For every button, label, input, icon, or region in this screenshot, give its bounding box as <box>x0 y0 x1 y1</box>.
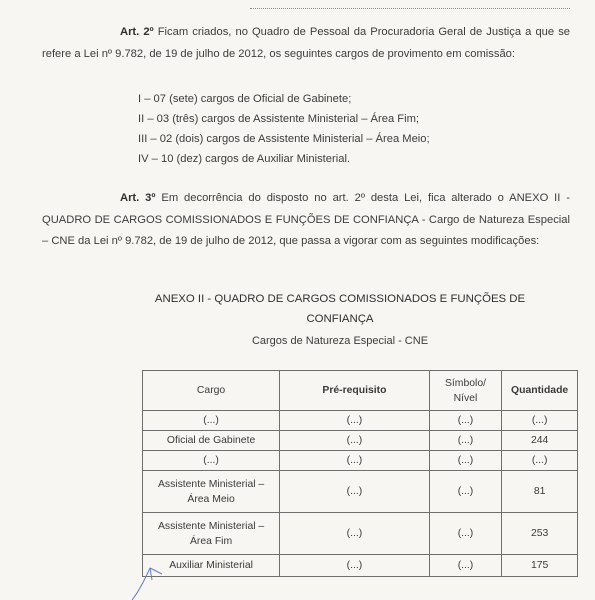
cell-prerequisito: (...) <box>280 513 430 555</box>
cell-cargo: (...) <box>143 451 280 471</box>
header-quantidade: Quantidade <box>502 371 578 411</box>
table-row <box>143 555 578 577</box>
top-dotted-line <box>250 0 570 9</box>
cell-cargo-line-2: Área Fim <box>189 535 233 547</box>
cell-cargo: Oficial de Gabinete <box>143 431 280 451</box>
header-simbolo-line-1: Símbolo/ <box>444 377 486 389</box>
article-3-label: Art. 3º <box>120 192 156 204</box>
article-2-text: Ficam criados, no Quadro de Pessoal da Procuradoria Geral de Justiça a que se refere a Lei nº 9.782, de 19 de julho de 2012, os seguintes cargos de provimento em comissão: <box>42 26 571 60</box>
cell-cargo-line-1: Assistente Ministerial – <box>157 478 265 490</box>
cell-prerequisito: (...) <box>280 411 430 431</box>
annex-title-line-2: CONFIANÇA <box>306 313 374 325</box>
table-header-row <box>143 371 578 411</box>
article-2-label: Art. 2º <box>120 26 154 38</box>
cell-simbolo: (...) <box>429 431 502 451</box>
cell-simbolo: (...) <box>429 411 502 431</box>
annex-title-line-1: ANEXO II - QUADRO DE CARGOS COMISSIONADOS E FUNÇÕES DE <box>154 293 526 305</box>
cell-cargo <box>143 471 280 513</box>
header-prerequisito: Pré-requisito <box>280 371 430 411</box>
cell-quantidade: 244 <box>502 431 578 451</box>
cell-quantidade: 175 <box>502 555 578 577</box>
cargos-table <box>142 370 578 577</box>
cell-quantidade: (...) <box>502 451 578 471</box>
cell-cargo-line-1: Assistente Ministerial – <box>157 520 265 532</box>
cell-quantidade: 253 <box>502 513 578 555</box>
header-cargo: Cargo <box>143 371 280 411</box>
header-simbolo-line-2: Nível <box>453 392 478 404</box>
item-2: II – 03 (três) cargos de Assistente Ministerial – Área Fim; <box>138 113 420 125</box>
cell-cargo-line-2: Área Meio <box>187 493 235 505</box>
table-row <box>143 451 578 471</box>
cell-simbolo: (...) <box>429 471 502 513</box>
cell-simbolo: (...) <box>429 513 502 555</box>
table-row <box>143 431 578 451</box>
cell-simbolo: (...) <box>429 555 502 577</box>
article-3-paragraph <box>42 188 570 253</box>
annex-subtitle: Cargos de Natureza Especial - CNE <box>251 335 429 347</box>
cell-cargo <box>143 513 280 555</box>
cell-quantidade: 81 <box>502 471 578 513</box>
article-2-paragraph <box>42 22 570 65</box>
item-1: I – 07 (sete) cargos de Oficial de Gabinete; <box>138 93 352 105</box>
table-row <box>143 411 578 431</box>
cell-prerequisito: (...) <box>280 471 430 513</box>
table-row <box>143 471 578 513</box>
cell-simbolo: (...) <box>429 451 502 471</box>
cell-quantidade: (...) <box>502 411 578 431</box>
header-simbolo <box>429 371 502 411</box>
article-3-text: Em decorrência do disposto no art. 2º desta Lei, fica alterado o ANEXO II - QUADRO DE CARGOS COMISSIONADOS E FUNÇÕES DE CONFIANÇA - Cargo de Natureza Especial – CNE da Lei nº 9.782, de 19 de julho de 2012, que passa a vigorar com as seguintes modificações: <box>42 192 570 247</box>
item-4: IV – 10 (dez) cargos de Auxiliar Ministerial. <box>138 153 351 165</box>
cell-cargo: (...) <box>143 411 280 431</box>
cell-prerequisito: (...) <box>280 451 430 471</box>
item-3: III – 02 (dois) cargos de Assistente Ministerial – Área Meio; <box>138 133 430 145</box>
cell-prerequisito: (...) <box>280 555 430 577</box>
table-row <box>143 513 578 555</box>
cell-cargo: Auxiliar Ministerial <box>143 555 280 577</box>
cell-prerequisito: (...) <box>280 431 430 451</box>
pen-stroke-mark <box>0 560 180 600</box>
